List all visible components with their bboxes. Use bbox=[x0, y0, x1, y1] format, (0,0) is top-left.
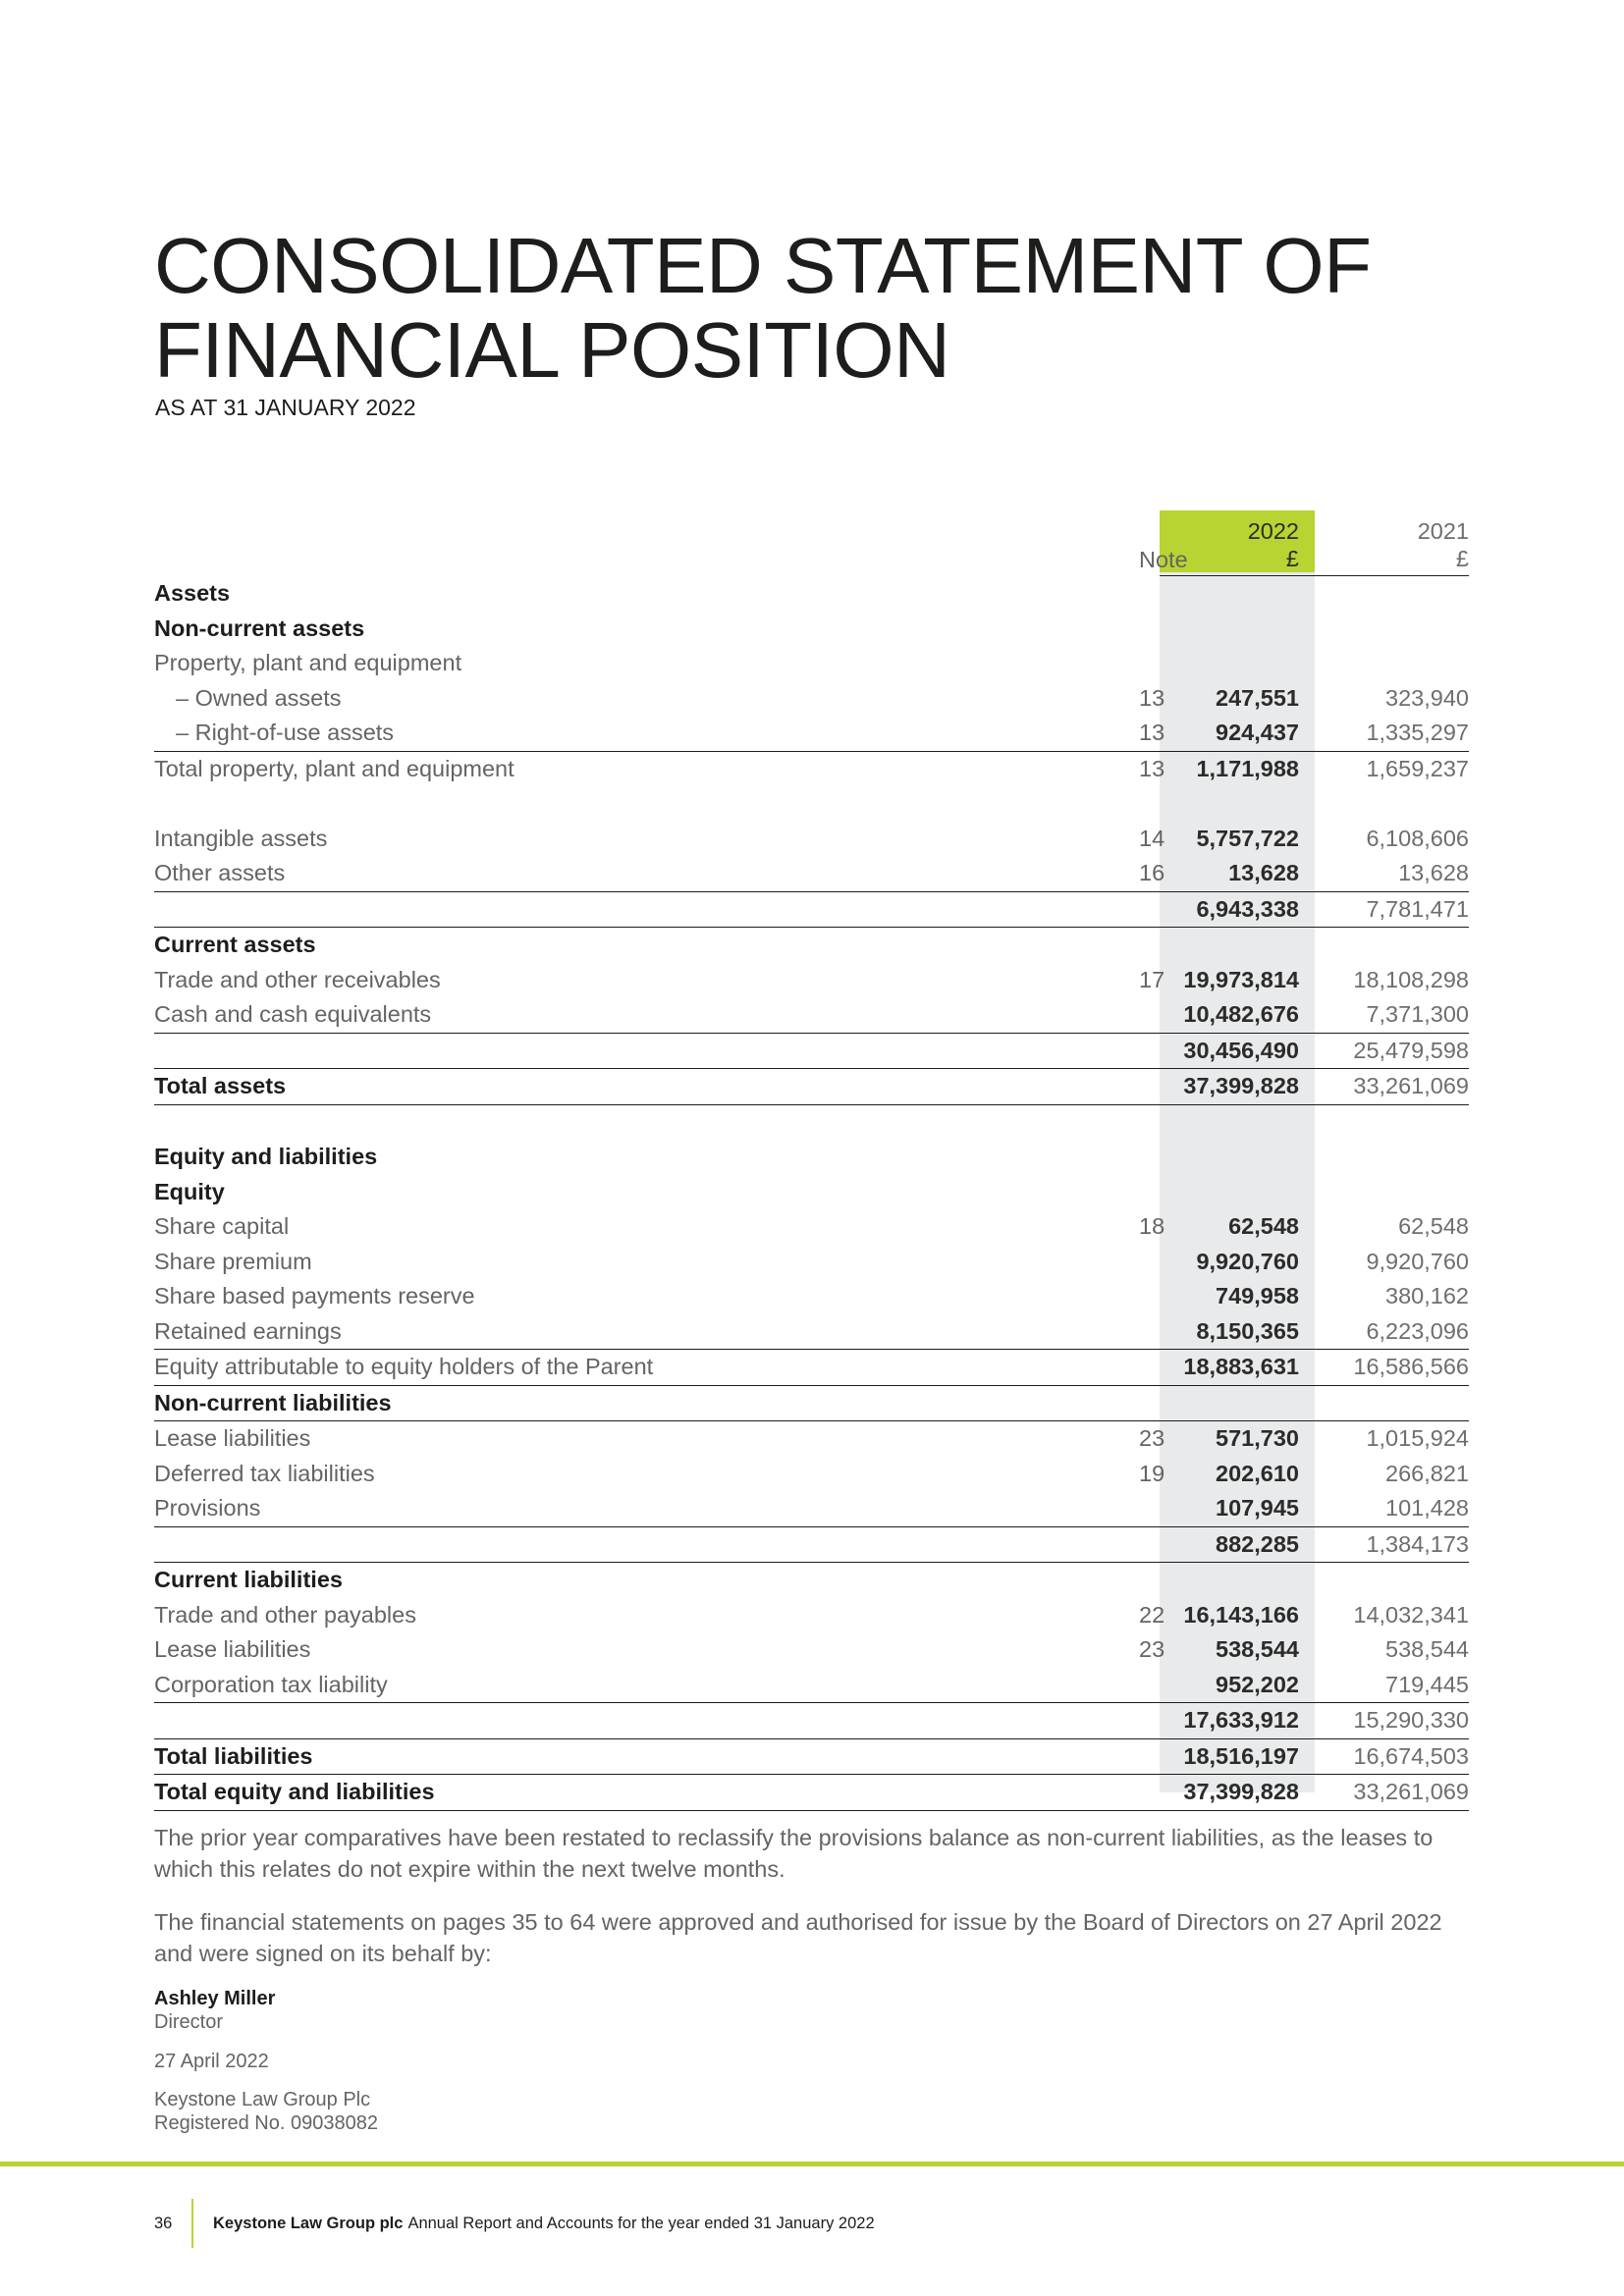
row-note bbox=[1139, 1279, 1160, 1314]
row-label: Total property, plant and equipment bbox=[154, 755, 514, 781]
row-label: Equity attributable to equity holders of the Parent bbox=[154, 1350, 1139, 1386]
row-label: Non-current assets bbox=[154, 614, 365, 641]
row-label: – Right-of-use assets bbox=[154, 716, 1139, 751]
row-value-2022: 9,920,760 bbox=[1196, 1248, 1299, 1274]
row-label bbox=[154, 1703, 1139, 1739]
row-value-2021: 1,015,924 bbox=[1366, 1425, 1469, 1452]
year-2021-label: 2021 bbox=[1417, 518, 1469, 544]
signer-role: Director bbox=[154, 2011, 224, 2033]
row-label: Current assets bbox=[154, 932, 316, 958]
row-value-2021: 14,032,341 bbox=[1353, 1601, 1469, 1628]
row-note bbox=[1139, 891, 1160, 928]
row-note bbox=[1139, 1738, 1160, 1775]
row-value-2022: 5,757,722 bbox=[1196, 825, 1299, 851]
table-row bbox=[154, 963, 1469, 998]
row-label: Trade and other payables bbox=[154, 1601, 416, 1628]
table-row bbox=[154, 1279, 1469, 1314]
row-label: Lease liabilities bbox=[154, 1425, 311, 1452]
row-value-2021: 62,548 bbox=[1398, 1213, 1469, 1240]
row-value-2021: 25,479,598 bbox=[1315, 1033, 1469, 1069]
row-value-2021 bbox=[1315, 1385, 1469, 1421]
row-note bbox=[1139, 1175, 1160, 1210]
row-value-2022: 952,202 bbox=[1160, 1668, 1315, 1703]
table-row bbox=[154, 1245, 1469, 1280]
table-row bbox=[154, 1069, 1469, 1105]
row-value-2022 bbox=[1160, 646, 1315, 681]
row-note: 13 bbox=[1139, 755, 1165, 781]
row-value-2022: 107,945 bbox=[1160, 1491, 1315, 1526]
table-row bbox=[154, 1738, 1469, 1775]
row-value-2022: 571,730 bbox=[1216, 1425, 1299, 1452]
row-value-2022 bbox=[1160, 1104, 1315, 1140]
row-label: Intangible assets bbox=[154, 825, 328, 851]
row-note bbox=[1139, 997, 1160, 1033]
page-title bbox=[154, 224, 1371, 393]
row-note bbox=[1139, 1703, 1160, 1739]
footer-report-title: Annual Report and Accounts for the year ended 31 January 2022 bbox=[407, 2214, 875, 2232]
row-label: Share capital bbox=[154, 1213, 290, 1240]
row-note bbox=[1139, 1385, 1160, 1421]
row-label: Assets bbox=[154, 580, 231, 606]
row-label bbox=[154, 1526, 1139, 1563]
footer-separator bbox=[191, 2199, 193, 2248]
table-row bbox=[154, 1563, 1469, 1598]
row-note: 23 bbox=[1139, 1425, 1165, 1452]
row-value-2022: 18,883,631 bbox=[1160, 1350, 1315, 1386]
title-line-2: FINANCIAL POSITION bbox=[154, 306, 950, 394]
row-value-2021 bbox=[1315, 646, 1469, 681]
table-row bbox=[154, 576, 1469, 612]
approval-statement: The financial statements on pages 35 to 64 were approved and authorised for issue by the Board of Directors on 27 April 2022 and were signed on its behalf by: bbox=[154, 1909, 1442, 1966]
table-row bbox=[154, 1033, 1469, 1069]
row-value-2022: 6,943,338 bbox=[1160, 891, 1315, 928]
row-value-2022: 749,958 bbox=[1216, 1283, 1299, 1309]
table-row bbox=[154, 997, 1469, 1033]
table-row bbox=[154, 1140, 1469, 1175]
table-row bbox=[154, 856, 1469, 891]
footer-company: Keystone Law Group plc bbox=[213, 2214, 404, 2232]
row-value-2022: 538,544 bbox=[1216, 1636, 1299, 1663]
row-value-2022: 17,633,912 bbox=[1160, 1703, 1315, 1739]
year-2021-header bbox=[1315, 510, 1469, 576]
row-value-2021: 7,781,471 bbox=[1315, 891, 1469, 928]
row-value-2021: 33,261,069 bbox=[1315, 1775, 1469, 1811]
row-value-2021: 380,162 bbox=[1385, 1283, 1469, 1309]
row-value-2022 bbox=[1160, 1140, 1315, 1175]
table-row bbox=[154, 822, 1469, 857]
row-value-2021: 323,940 bbox=[1385, 684, 1469, 711]
row-value-2021 bbox=[1315, 612, 1469, 647]
row-value-2022 bbox=[1160, 1563, 1315, 1598]
row-note bbox=[1139, 1033, 1160, 1069]
row-value-2022: 202,610 bbox=[1216, 1460, 1299, 1486]
row-value-2022 bbox=[1160, 1175, 1315, 1210]
row-note: 23 bbox=[1139, 1636, 1165, 1663]
row-note: 16 bbox=[1139, 856, 1160, 891]
page-footer bbox=[154, 2199, 875, 2248]
row-value-2021: 266,821 bbox=[1385, 1460, 1469, 1486]
row-note bbox=[1139, 576, 1160, 612]
row-value-2021: 1,384,173 bbox=[1315, 1526, 1469, 1563]
row-value-2021: 16,586,566 bbox=[1315, 1350, 1469, 1386]
row-note bbox=[1139, 646, 1160, 681]
row-value-2022: 13,628 bbox=[1160, 856, 1315, 891]
table-row bbox=[154, 1350, 1469, 1386]
row-value-2021: 6,108,606 bbox=[1366, 825, 1469, 851]
row-note: 14 bbox=[1139, 825, 1165, 851]
row-label: Trade and other receivables bbox=[154, 966, 441, 992]
row-note bbox=[1139, 1526, 1160, 1563]
row-value-2021: 33,261,069 bbox=[1315, 1069, 1469, 1105]
row-label bbox=[154, 786, 1139, 822]
table-row bbox=[154, 1775, 1469, 1811]
row-value-2021 bbox=[1315, 1563, 1469, 1598]
row-value-2021: 18,108,298 bbox=[1353, 966, 1469, 992]
row-label bbox=[154, 1033, 1139, 1069]
page-number: 36 bbox=[154, 2214, 173, 2232]
registered-number: Registered No. 09038082 bbox=[154, 2112, 378, 2134]
row-value-2022 bbox=[1160, 612, 1315, 647]
row-label: Deferred tax liabilities bbox=[154, 1460, 375, 1486]
row-value-2022 bbox=[1160, 928, 1315, 963]
row-value-2021 bbox=[1315, 928, 1469, 963]
row-label: Total assets bbox=[154, 1069, 1139, 1105]
row-value-2021: 538,544 bbox=[1385, 1636, 1469, 1663]
row-label: Share based payments reserve bbox=[154, 1283, 475, 1309]
signing-date: 27 April 2022 bbox=[154, 2051, 269, 2072]
table-row bbox=[154, 1457, 1469, 1492]
row-note bbox=[1139, 1245, 1160, 1280]
year-2022-label: 2022 bbox=[1247, 518, 1299, 544]
table-row bbox=[154, 891, 1469, 928]
row-note: 18 bbox=[1139, 1213, 1165, 1240]
row-value-2022 bbox=[1160, 786, 1315, 822]
row-value-2022: 18,516,197 bbox=[1160, 1738, 1315, 1775]
row-value-2022: 924,437 bbox=[1160, 716, 1315, 751]
table-row bbox=[154, 928, 1469, 963]
restatement-note: The prior year comparatives have been restated to reclassify the provisions balance as non-current liabilities, as the leases to which this relates do not expire within the next twelve months. bbox=[154, 1825, 1434, 1882]
row-label: Cash and cash equivalents bbox=[154, 997, 1139, 1033]
table-row bbox=[154, 1421, 1469, 1457]
year-2021-currency: £ bbox=[1455, 546, 1469, 571]
row-value-2021: 1,659,237 bbox=[1366, 755, 1469, 781]
row-label: Lease liabilities bbox=[154, 1636, 311, 1663]
row-value-2022: 247,551 bbox=[1216, 684, 1299, 711]
row-value-2021: 6,223,096 bbox=[1315, 1314, 1469, 1350]
row-note bbox=[1139, 786, 1160, 822]
row-value-2021: 9,920,760 bbox=[1366, 1248, 1469, 1274]
row-note: 19 bbox=[1139, 1460, 1165, 1486]
row-value-2021 bbox=[1315, 1175, 1469, 1210]
row-value-2022: 8,150,365 bbox=[1160, 1314, 1315, 1350]
row-label: Retained earnings bbox=[154, 1314, 1139, 1350]
row-value-2022: 1,171,988 bbox=[1196, 755, 1299, 781]
table-row bbox=[154, 1491, 1469, 1526]
row-label: Share premium bbox=[154, 1248, 312, 1274]
row-label: Equity bbox=[154, 1178, 225, 1204]
row-label bbox=[154, 891, 1139, 928]
row-value-2021: 7,371,300 bbox=[1315, 997, 1469, 1033]
row-value-2022: 37,399,828 bbox=[1160, 1775, 1315, 1811]
row-value-2021 bbox=[1315, 786, 1469, 822]
row-label: Total equity and liabilities bbox=[154, 1775, 1139, 1811]
row-note bbox=[1139, 1491, 1160, 1526]
row-label: Non-current liabilities bbox=[154, 1385, 1139, 1421]
row-note bbox=[1139, 1563, 1160, 1598]
row-value-2021 bbox=[1315, 1140, 1469, 1175]
financial-position-table bbox=[154, 510, 1469, 1811]
row-label: – Owned assets bbox=[176, 684, 342, 711]
row-note bbox=[1139, 1314, 1160, 1350]
row-note bbox=[1139, 1140, 1160, 1175]
row-note: 22 bbox=[1139, 1601, 1165, 1628]
row-value-2022: 16,143,166 bbox=[1183, 1601, 1299, 1628]
row-label: Current liabilities bbox=[154, 1567, 343, 1593]
row-value-2022: 30,456,490 bbox=[1160, 1033, 1315, 1069]
table-row bbox=[154, 1314, 1469, 1350]
table-row bbox=[154, 786, 1469, 822]
table-row bbox=[154, 1703, 1469, 1739]
table-row bbox=[154, 681, 1469, 717]
table-row bbox=[154, 1526, 1469, 1563]
row-value-2022: 10,482,676 bbox=[1160, 997, 1315, 1033]
table-row bbox=[154, 716, 1469, 751]
row-note bbox=[1139, 928, 1160, 963]
table-row bbox=[154, 1598, 1469, 1633]
row-label: Corporation tax liability bbox=[154, 1668, 1139, 1703]
table-row bbox=[154, 1104, 1469, 1140]
table-row bbox=[154, 612, 1469, 647]
row-note bbox=[1139, 1668, 1160, 1703]
row-label: Equity and liabilities bbox=[154, 1144, 378, 1170]
row-label: Property, plant and equipment bbox=[154, 650, 462, 676]
row-value-2022: 19,973,814 bbox=[1183, 966, 1299, 992]
row-value-2021: 16,674,503 bbox=[1315, 1738, 1469, 1775]
note-column-header: Note bbox=[1139, 546, 1188, 572]
row-label: Total liabilities bbox=[154, 1738, 1139, 1775]
row-value-2021: 15,290,330 bbox=[1315, 1703, 1469, 1739]
row-value-2021: 101,428 bbox=[1315, 1491, 1469, 1526]
row-note bbox=[1139, 1775, 1160, 1811]
row-value-2021: 13,628 bbox=[1315, 856, 1469, 891]
table-row bbox=[154, 1209, 1469, 1245]
row-value-2021: 1,335,297 bbox=[1315, 716, 1469, 751]
row-label: Provisions bbox=[154, 1491, 1139, 1526]
row-value-2022: 37,399,828 bbox=[1160, 1069, 1315, 1105]
table-row bbox=[154, 1632, 1469, 1668]
row-note bbox=[1139, 1069, 1160, 1105]
row-value-2022: 882,285 bbox=[1160, 1526, 1315, 1563]
row-note: 13 bbox=[1139, 716, 1160, 751]
table-row bbox=[154, 1385, 1469, 1421]
row-label bbox=[154, 1104, 1139, 1140]
year-2022-currency: £ bbox=[1285, 546, 1299, 571]
table-row bbox=[154, 751, 1469, 786]
table-header-row bbox=[154, 510, 1469, 576]
signer-name: Ashley Miller bbox=[154, 1988, 276, 2009]
row-value-2022: 62,548 bbox=[1228, 1213, 1299, 1240]
row-value-2021 bbox=[1315, 1104, 1469, 1140]
row-note: 17 bbox=[1139, 966, 1165, 992]
company-name: Keystone Law Group Plc bbox=[154, 2089, 371, 2110]
page-subtitle: AS AT 31 JANUARY 2022 bbox=[155, 395, 416, 420]
table-row bbox=[154, 646, 1469, 681]
row-value-2022 bbox=[1160, 1385, 1315, 1421]
row-note bbox=[1139, 1104, 1160, 1140]
table-row bbox=[154, 1175, 1469, 1210]
title-line-1: CONSOLIDATED STATEMENT OF bbox=[154, 222, 1372, 309]
footer-divider bbox=[0, 2162, 1624, 2166]
row-value-2021: 719,445 bbox=[1315, 1668, 1469, 1703]
row-value-2022 bbox=[1160, 576, 1315, 612]
table-row bbox=[154, 1668, 1469, 1703]
row-note bbox=[1139, 1350, 1160, 1386]
row-value-2021 bbox=[1315, 576, 1469, 612]
row-note: 13 bbox=[1139, 684, 1165, 711]
row-label: Other assets bbox=[154, 856, 1139, 891]
row-note bbox=[1139, 612, 1160, 647]
